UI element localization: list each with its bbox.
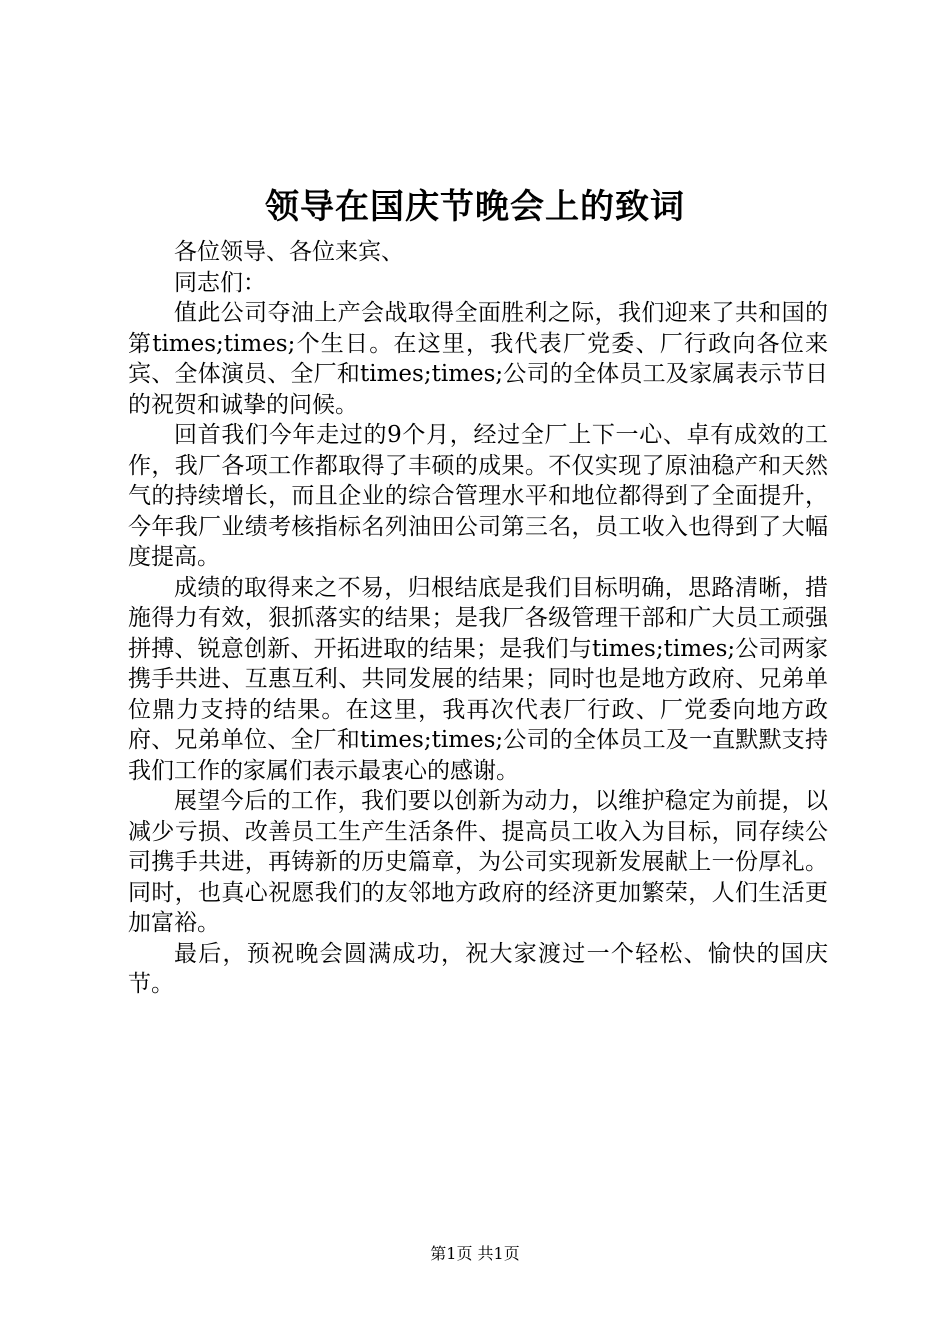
paragraph-outlook: 展望今后的工作，我们要以创新为动力，以维护稳定为前提，以减少亏损、改善员工生产生活条件、提高员工收入为目标，同存续公司携手共进，再铸新的历史篇章，为公司实现新发展献上一份厚礼。同时，也真心祝愿我们的友邻地方政府的经济更加繁荣，人们生活更加富裕。: [128, 788, 828, 936]
paragraph-closing: 最后，预祝晚会圆满成功，祝大家渡过一个轻松、愉快的国庆节。: [128, 940, 828, 997]
paragraph-salutation-1: 各位领导、各位来宾、: [174, 239, 404, 265]
paragraph-greeting: 值此公司夺油上产会战取得全面胜利之际，我们迎来了共和国的第times;times;个生日。在这里，我代表厂党委、厂行政向各位来宾、全体演员、全厂和times;times;公司的全体员工及家属表示节日的祝贺和诚挚的问候。: [128, 300, 828, 418]
paragraph-salutation-2: 同志们：: [174, 269, 266, 296]
paragraph-review: 回首我们今年走过的9个月，经过全厂上下一心、卓有成效的工作，我厂各项工作都取得了丰硕的成果。不仅实现了原油稳产和天然气的持续增长，而且企业的综合管理水平和地位都得到了全面提升，今年我厂业绩考核指标名列油田公司第三名，员工收入也得到了大幅度提高。: [128, 422, 828, 570]
document-body: [128, 237, 828, 1000]
document-title: 领导在国庆节晚会上的致词: [265, 187, 685, 227]
page-number: 第1页 共1页: [430, 1244, 520, 1263]
paragraph-achievements: 成绩的取得来之不易，归根结底是我们目标明确，思路清晰，措施得力有效，狠抓落实的结果；是我厂各级管理干部和广大员工顽强拼搏、锐意创新、开拓进取的结果；是我们与times;times;公司两家携手共进、互惠互利、共同发展的结果；同时也是地方政府、兄弟单位鼎力支持的结果。在这里，我再次代表厂行政、厂党委向地方政府、兄弟单位、全厂和times;times;公司的全体员工及一直默默支持我们工作的家属们表示最衷心的感谢。: [128, 574, 828, 784]
